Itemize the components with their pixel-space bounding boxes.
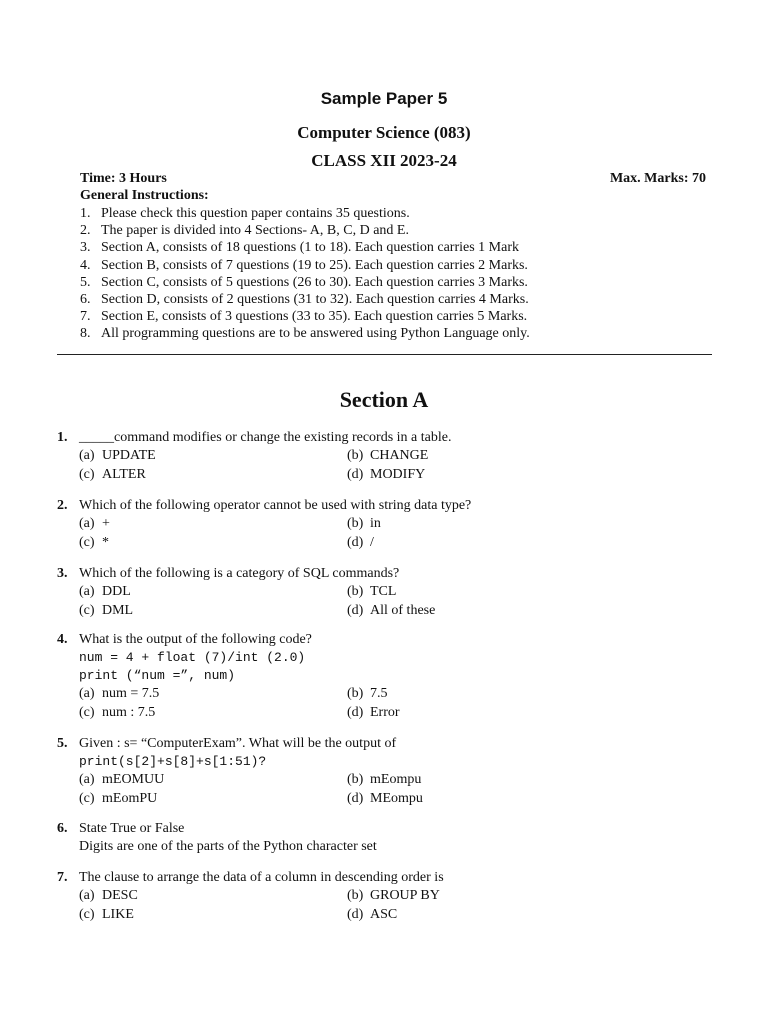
options-grid [79, 515, 717, 552]
question-2 [57, 497, 717, 552]
class-title: CLASS XII 2023-24 [311, 151, 457, 170]
option-b: (b) 7.5 [347, 686, 388, 701]
instruction-item: 6. Section D, consists of 2 questions (31 to 32). Each question carries 4 Marks. [80, 292, 529, 308]
option-a: (a) UPDATE [79, 448, 156, 463]
instruction-item: 3. Section A, consists of 18 questions (1 to 18). Each question carries 1 Mark [80, 240, 519, 256]
question-number: 6. [57, 821, 68, 836]
options-grid [79, 887, 717, 924]
option-d: (d) / [347, 534, 374, 550]
question-6 [57, 820, 717, 856]
option-b: (b) TCL [347, 584, 397, 599]
question-5 [57, 735, 717, 808]
option-c: (c) num : 7.5 [79, 704, 156, 720]
options-grid [79, 771, 717, 808]
option-a: (a) DESC [79, 888, 138, 903]
option-d: (d) MODIFY [347, 466, 426, 482]
option-a: (a) DDL [79, 584, 131, 599]
option-b: (b) CHANGE [347, 448, 429, 463]
question-text: What is the output of the following code? [79, 632, 312, 647]
question-number: 5. [57, 736, 68, 751]
time-allowed: Time: 3 Hours [80, 171, 167, 186]
question-number: 4. [57, 632, 68, 647]
section-title: Section A [339, 387, 429, 412]
instructions-heading: General Instructions: [80, 188, 209, 203]
instruction-item: 8. All programming questions are to be answered using Python Language only. [80, 326, 530, 342]
question-7 [57, 869, 717, 924]
question-4 [57, 631, 717, 722]
question-text: Given : s= “ComputerExam”. What will be the output of [79, 736, 397, 751]
instruction-item: 1. Please check this question paper contains 35 questions. [80, 206, 410, 221]
question-text: Which of the following is a category of SQL commands? [79, 566, 400, 581]
option-d: (d) MEompu [347, 790, 423, 806]
question-text: State True or False [79, 821, 185, 836]
question-1 [57, 429, 717, 484]
meta-row [80, 171, 706, 187]
code-line: num = 4 + float (7)/int (2.0) [79, 650, 306, 665]
option-a: (a) + [79, 516, 110, 531]
paper-title: Sample Paper 5 [320, 89, 448, 108]
option-a: (a) num = 7.5 [79, 686, 160, 701]
option-a: (a) mEOMUU [79, 772, 165, 787]
option-c: (c) LIKE [79, 906, 134, 922]
option-d: (d) All of these [347, 602, 436, 618]
question-number: 2. [57, 498, 68, 513]
question-text: _____command modifies or change the existing records in a table. [79, 430, 452, 445]
code-line: print (“num =”, num) [79, 668, 236, 683]
instruction-item: 4. Section B, consists of 7 questions (19 to 25). Each question carries 2 Marks. [80, 257, 528, 273]
option-b: (b) in [347, 516, 381, 531]
option-c: (c) ALTER [79, 466, 146, 482]
instruction-item: 7. Section E, consists of 3 questions (33 to 35). Each question carries 5 Marks. [80, 309, 528, 325]
question-number: 7. [57, 870, 68, 885]
options-grid [79, 583, 717, 620]
option-d: (d) Error [347, 704, 400, 720]
max-marks: Max. Marks: 70 [609, 171, 706, 186]
statement-text: Digits are one of the parts of the Python character set [79, 839, 377, 854]
header-divider [57, 354, 712, 355]
question-text: The clause to arrange the data of a column in descending order is [79, 870, 444, 885]
question-text: Which of the following operator cannot be used with string data type? [79, 498, 472, 513]
option-c: (c) mEomPU [79, 790, 158, 806]
option-b: (b) mEompu [347, 772, 422, 787]
option-d: (d) ASC [347, 906, 398, 922]
instruction-item: 5. Section C, consists of 5 questions (26 to 30). Each question carries 3 Marks. [80, 274, 528, 290]
option-b: (b) GROUP BY [347, 888, 440, 903]
option-c: (c) DML [79, 602, 134, 618]
subject-title: Computer Science (083) [297, 123, 471, 142]
options-grid [79, 685, 717, 722]
question-3 [57, 565, 717, 620]
instructions-list [80, 205, 720, 343]
code-line: print(s[2]+s[8]+s[1:51)? [79, 754, 267, 769]
question-number: 1. [57, 430, 68, 445]
instruction-item: 2. The paper is divided into 4 Sections- A, B, C, D and E. [80, 223, 409, 239]
option-c: (c) * [79, 534, 109, 550]
question-number: 3. [57, 566, 68, 581]
options-grid [79, 447, 717, 484]
